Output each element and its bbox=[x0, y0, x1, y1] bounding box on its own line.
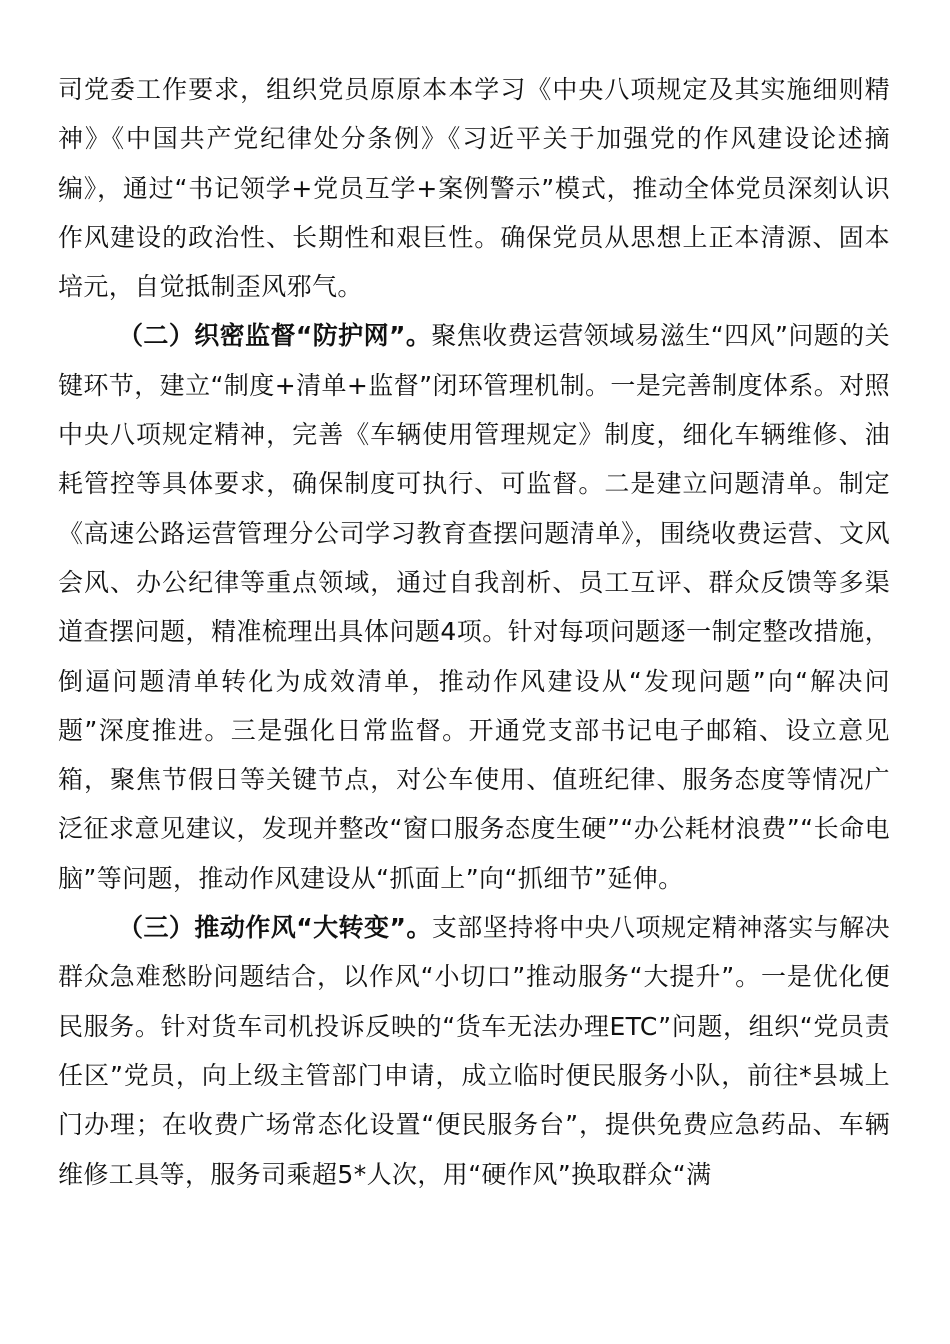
paragraph-study-continuation bbox=[58, 65, 890, 311]
document-body bbox=[58, 65, 890, 1199]
paragraph-supervision bbox=[58, 311, 890, 903]
section-heading-style-change: （三）推动作风“大转变”。 bbox=[118, 913, 432, 943]
section-heading-supervision: （二）织密监督“防护网”。 bbox=[118, 321, 432, 351]
paragraph-body: 司党委工作要求，组织党员原原本本学习《中央八项规定及其实施细则精神》《中国共产党纪律处分条例》《习近平关于加强党的作风建设论述摘编》，通过“书记领学+党员互学+案例警示”模式，推动全体党员深刻认识作风建设的政治性、长期性和艰巨性。确保党员从思想上正本清源、固本培元，自觉抵制歪风邪气。 bbox=[58, 75, 890, 302]
paragraph-body: 聚焦收费运营领域易滋生“四风”问题的关键环节，建立“制度+清单+监督”闭环管理机制。一是完善制度体系。对照中央八项规定精神，完善《车辆使用管理规定》制度，细化车辆维修、油耗管控等具体要求，确保制度可执行、可监督。二是建立问题清单。制定《高速公路运营管理分公司学习教育查摆问题清单》，围绕收费运营、文风会风、办公纪律等重点领域，通过自我剖析、员工互评、群众反馈等多渠道查摆问题，精准梳理出具体问题4项。针对每项问题逐一制定整改措施，倒逼问题清单转化为成效清单，推动作风建设从“发现问题”向“解决问题”深度推进。三是强化日常监督。开通党支部书记电子邮箱、设立意见箱，聚焦节假日等关键节点，对公车使用、值班纪律、服务态度等情况广泛征求意见建议，发现并整改“窗口服务态度生硬”“办公耗材浪费”“长命电脑”等问题，推动作风建设从“抓面上”向“抓细节”延伸。 bbox=[58, 321, 890, 893]
paragraph-body: 支部坚持将中央八项规定精神落实与解决群众急难愁盼问题结合，以作风“小切口”推动服务“大提升”。一是优化便民服务。针对货车司机投诉反映的“货车无法办理ETC”问题，组织“党员责任区”党员，向上级主管部门申请，成立临时便民服务小队，前往*县城上门办理；在收费广场常态化设置“便民服务台”，提供免费应急药品、车辆维修工具等，服务司乘超5*人次，用“硬作风”换取群众“满 bbox=[58, 913, 891, 1189]
paragraph-style-change bbox=[58, 903, 890, 1199]
